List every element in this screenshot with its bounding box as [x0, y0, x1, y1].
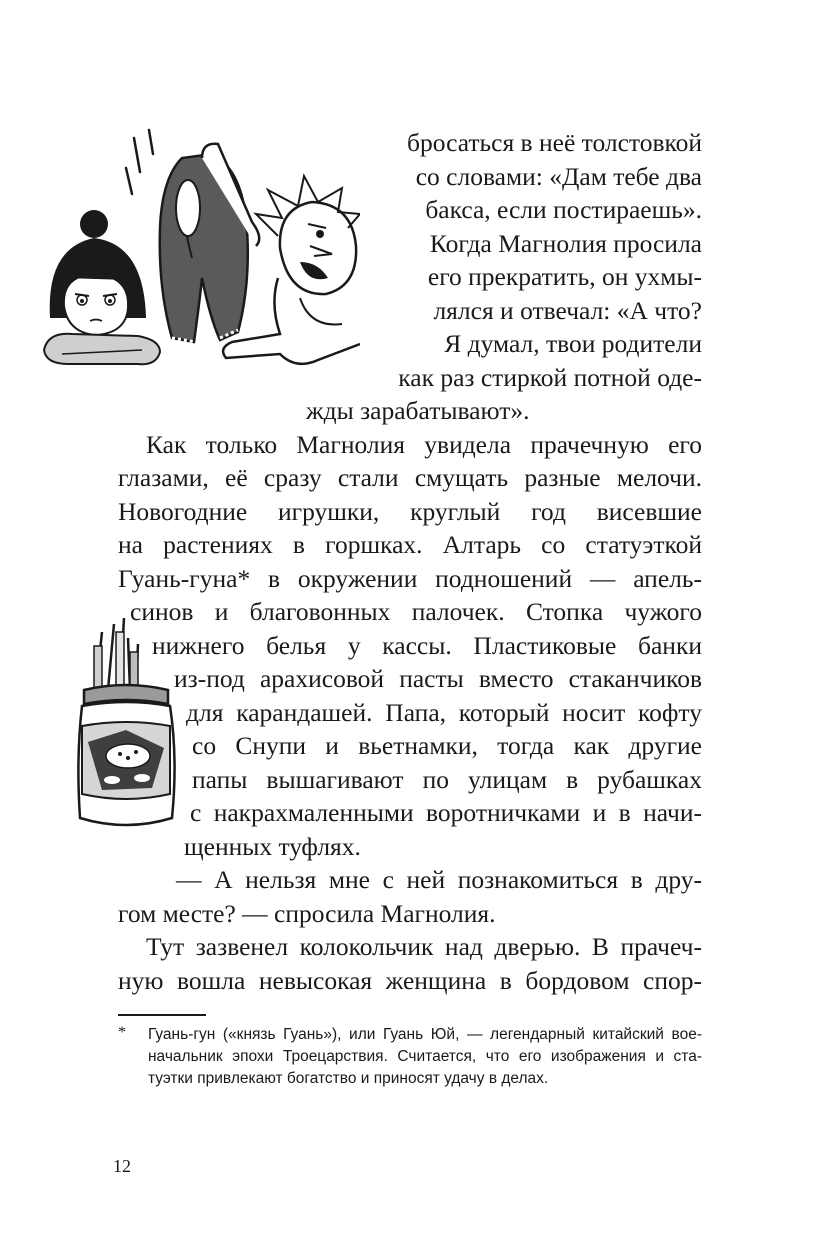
text-line: Я думал, твои родители [444, 329, 702, 358]
text-line: — А нельзя мне с ней познакомиться в дру- [176, 865, 702, 894]
text-line: Тут зазвенел колокольчик над дверью. В прачеч- [146, 932, 702, 961]
text-line: папы вышагивают по улицам в рубашках [192, 765, 702, 794]
text-line: щенных туфлях. [184, 832, 361, 861]
text-line: синов и благовонных палочек. Стопка чужого [130, 597, 702, 626]
footnote-line: начальник эпохи Троецарствия. Считается, что его изображения и ста- [148, 1048, 702, 1065]
text-line: Гуань-гуна* в окружении подношений — апель- [118, 564, 702, 593]
text-line: для карандашей. Папа, который носит кофту [186, 698, 702, 727]
text-line: бакса, если постираешь». [425, 195, 702, 224]
text-line: со словами: «Дам тебе два [415, 162, 702, 191]
page-number: 12 [113, 1156, 131, 1176]
text-line: гом месте? — спросила Магнолия. [118, 899, 496, 928]
text-line: нижнего белья у кассы. Пластиковые банки [152, 631, 702, 660]
text-line: Новогодние игрушки, круглый год висевшие [118, 497, 702, 526]
text-line: на растениях в горшках. Алтарь со статуэткой [118, 530, 702, 559]
text-line: ную вошла невысокая женщина в бордовом спор- [118, 966, 702, 995]
text-line: бросаться в неё толстовкой [406, 128, 702, 157]
text-line: как раз стиркой потной оде- [398, 363, 702, 392]
text-line: со Снупи и вьетнамки, тогда как другие [192, 731, 702, 760]
text-line: жды зарабатывают». [306, 396, 530, 425]
text-line: его прекратить, он ухмы- [427, 262, 702, 291]
text-line: из-под арахисовой пасты вместо стаканчиков [174, 664, 702, 693]
footnote-mark: * [118, 1024, 126, 1041]
text-line: с накрахмаленными воротничками и в начи- [190, 798, 702, 827]
text-line: Как только Магнолия увидела прачечную его [146, 430, 702, 459]
text-line: глазами, её сразу стали смущать разные мелочи. [118, 463, 702, 492]
footnote-line: Гуань-гун («князь Гуань»), или Гуань Юй, — легендарный китайский вое- [148, 1026, 702, 1043]
footnote-line: туэтки привлекают богатство и приносят удачу в делах. [148, 1070, 549, 1087]
girl-and-boy-illustration [42, 128, 360, 390]
footnote-divider [118, 1014, 206, 1016]
text-line: лялся и отвечал: «А что? [433, 296, 702, 325]
text-line: Когда Магнолия просила [429, 229, 702, 258]
